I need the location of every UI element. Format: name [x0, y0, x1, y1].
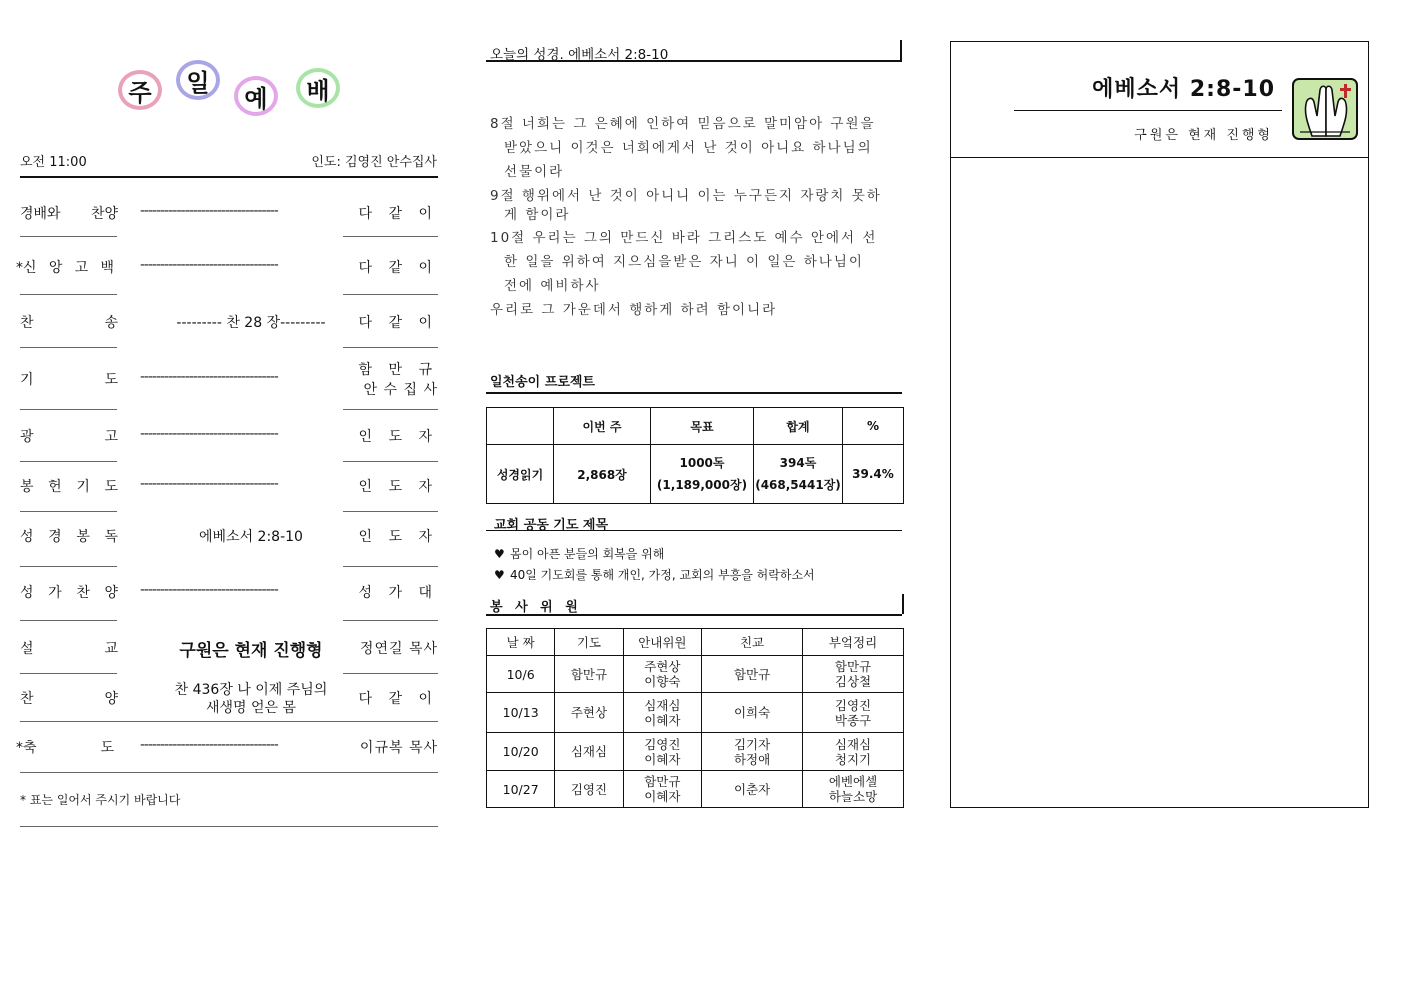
order-item-middle: ---------------------------------- [140, 426, 278, 442]
table-cell: 10/27 [487, 771, 555, 808]
table-cell: 주현상 [555, 693, 623, 733]
divider [343, 294, 438, 295]
divider [20, 347, 117, 348]
order-item-middle: ---------------------------------- [140, 582, 278, 598]
table-cell: 10/13 [487, 693, 555, 733]
divider [486, 530, 902, 531]
divider [343, 673, 438, 674]
scripture-text [490, 112, 900, 322]
order-item-label: 찬 송 [20, 315, 118, 331]
order-item-right: 정연길 목사 [359, 641, 438, 657]
table-cell: 에벤에셀 하늘소망 [803, 771, 904, 808]
divider [343, 409, 438, 410]
table-cell: 함만규 [555, 656, 623, 693]
table-cell: 10/20 [487, 733, 555, 771]
verse-9: 9절 행위에서 난 것이 아니니 이는 누구든지 자랑치 못하 게 함이라 [490, 188, 882, 223]
prayer-item: ♥ 몸이 아픈 분들의 회복을 위해 [494, 547, 665, 561]
table-cell: 함만규 이혜자 [623, 771, 702, 808]
table-cell: 1000독 (1,189,000장) [651, 445, 754, 504]
title-char-1: 주 [118, 70, 162, 110]
divider [20, 673, 117, 674]
divider [900, 40, 902, 61]
table-row [487, 445, 904, 504]
heart-icon: ♥ [494, 547, 505, 561]
order-item-label: 찬 양 [20, 691, 118, 707]
divider [20, 511, 117, 512]
table-header: 날 짜 [487, 629, 555, 656]
verse-10-end: 우리로 그 가운데서 행하게 하려 함이니라 [490, 302, 778, 318]
table-cell: 김영진 [555, 771, 623, 808]
table-row [487, 656, 904, 693]
divider [343, 347, 438, 348]
divider [343, 511, 438, 512]
order-item-middle: 에베소서 2:8-10 [199, 529, 303, 545]
order-item-label: 설 교 [20, 641, 118, 657]
title-char-2: 일 [176, 60, 220, 100]
order-item-middle: ---------------------------------- [140, 737, 278, 753]
verse-8: 8절 너희는 그 은혜에 인하여 믿음으로 말미암아 구원을 받았으니 이것은 너희에게서 난 것이 아니요 하나님의 선물이라 [490, 116, 876, 180]
order-item-right: 인 도 자 [358, 529, 438, 545]
title-char-4: 배 [296, 68, 340, 108]
order-item-label: 기 도 [20, 372, 118, 388]
table-cell: 김영진 박종구 [803, 693, 904, 733]
order-item-right: 인 도 자 [358, 479, 438, 495]
divider [20, 294, 117, 295]
order-item-right: 성 가 대 [358, 585, 438, 601]
order-item-right: 다 같 이 [358, 260, 438, 276]
praying-hands-icon [1290, 76, 1360, 142]
divider [343, 620, 438, 621]
table-header [487, 408, 554, 445]
order-item-right: 다 같 이 [358, 691, 438, 707]
sermon-title: 구원은 현재 진행형 [179, 641, 323, 661]
divider [20, 566, 117, 567]
table-cell: 39.4% [843, 445, 904, 504]
table-header: 기도 [555, 629, 623, 656]
divider [20, 176, 438, 178]
table-cell: 이희숙 [702, 693, 803, 733]
order-item-label: 성 경 봉 독 [20, 529, 118, 545]
order-item-label: 성 가 찬 양 [20, 585, 118, 601]
order-item-right: 함 만 규 [358, 362, 438, 378]
table-cell: 심재심 이혜자 [623, 693, 702, 733]
table-cell: 함만규 [702, 656, 803, 693]
divider [20, 772, 438, 773]
order-item-right: 다 같 이 [358, 315, 438, 331]
table-cell: 이춘자 [702, 771, 803, 808]
order-item-label: 봉 헌 기 도 [20, 479, 118, 495]
table-header: 목표 [651, 408, 754, 445]
sermon-panel-title: 에베소서 2:8-10 [1092, 77, 1275, 102]
order-item-middle: ---------------------------------- [140, 476, 278, 492]
table-cell: 2,868장 [554, 445, 651, 504]
table-header: 친교 [702, 629, 803, 656]
divider [486, 392, 902, 394]
divider [902, 594, 904, 614]
divider [20, 409, 117, 410]
divider [950, 157, 1369, 158]
order-item-middle: ---------------------------------- [140, 369, 278, 385]
table-header: 합계 [754, 408, 843, 445]
table-header: 안내위원 [623, 629, 702, 656]
order-item-right: 다 같 이 [358, 206, 438, 222]
order-item-right: 이규복 목사 [359, 740, 438, 756]
table-row [487, 693, 904, 733]
service-leader: 인도: 김영진 안수집사 [311, 155, 437, 170]
table-cell: 김영진 이혜자 [623, 733, 702, 771]
service-table [486, 628, 904, 808]
table-cell: 주현상 이향숙 [623, 656, 702, 693]
divider [343, 461, 438, 462]
order-item-right: 인 도 자 [358, 429, 438, 445]
title-char-3: 예 [234, 76, 278, 116]
service-time: 오전 11:00 [20, 155, 87, 170]
prayer-item: ♥ 40일 기도회를 통해 개인, 가정, 교회의 부흥을 허락하소서 [494, 568, 815, 582]
footnote: * 표는 일어서 주시기 바랍니다 [20, 793, 181, 807]
table-header: 이번 주 [554, 408, 651, 445]
verse-10: 10절 우리는 그의 만드신 바라 그리스도 예수 안에서 선 한 일을 위하여 지으심을받은 자니 이 일은 하나님이 전에 예비하사 [490, 230, 878, 294]
table-cell: 함만규 김상철 [803, 656, 904, 693]
sermon-panel-subtitle: 구원은 현재 진행형 [1134, 128, 1273, 143]
bulletin-title [110, 60, 350, 126]
divider [343, 236, 438, 237]
scripture-heading: 오늘의 성경. 에베소서 2:8-10 [490, 47, 669, 63]
divider [20, 721, 438, 722]
order-item-middle-2: 새생명 얻은 몸 [205, 700, 297, 716]
service-heading: 봉 사 위 원 [490, 600, 582, 615]
divider [20, 826, 438, 827]
table-row [487, 771, 904, 808]
table-cell: 10/6 [487, 656, 555, 693]
order-item-middle: 찬 436장 나 이제 주님의 [174, 682, 328, 698]
order-item-label: 경배와 찬양 [20, 206, 118, 222]
order-item-label: 광 고 [20, 429, 118, 445]
table-header: % [843, 408, 904, 445]
table-cell: 심재심 청지기 [803, 733, 904, 771]
project-table [486, 407, 904, 504]
divider [486, 60, 902, 62]
table-header: 부엌정리 [803, 629, 904, 656]
table-row [487, 733, 904, 771]
heart-icon: ♥ [494, 568, 505, 582]
order-item-middle: --------- 찬 28 장--------- [176, 315, 326, 331]
table-cell: 김기자 하정애 [702, 733, 803, 771]
order-item-label: *축 도 [16, 740, 114, 756]
order-item-middle: ---------------------------------- [140, 203, 278, 219]
project-heading: 일천송이 프로젝트 [490, 375, 595, 390]
divider [20, 236, 117, 237]
order-item-label: *신 앙 고 백 [16, 260, 114, 276]
divider [20, 461, 117, 462]
divider [486, 614, 902, 616]
table-cell: 심재심 [555, 733, 623, 771]
order-item-right-2: 안 수 집 사 [363, 382, 438, 398]
prayer-heading: 교회 공동 기도 제목 [494, 518, 609, 533]
order-item-middle: ---------------------------------- [140, 257, 278, 273]
table-cell: 394독 (468,5441장) [754, 445, 843, 504]
divider [343, 566, 438, 567]
divider [1014, 110, 1282, 111]
table-cell: 성경읽기 [487, 445, 554, 504]
divider [20, 620, 117, 621]
